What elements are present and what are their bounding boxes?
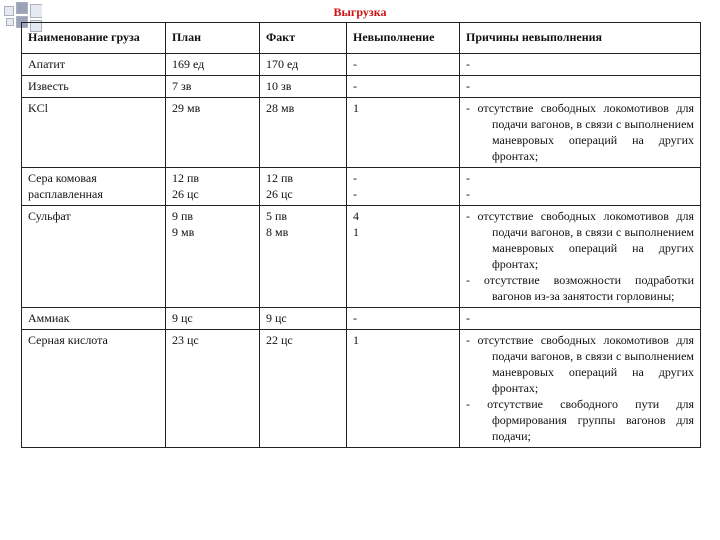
fact-cell-line: 28 мв xyxy=(266,101,295,115)
column-header: Невыполнение xyxy=(347,23,460,54)
fact-cell-line: 26 цс xyxy=(266,187,293,201)
cargo-name-cell: Апатит xyxy=(22,54,166,76)
shortfall-cell xyxy=(347,54,460,76)
plan-cell-line: 9 мв xyxy=(172,225,195,239)
table-row xyxy=(22,98,701,168)
fact-cell-line: 5 пв xyxy=(266,209,288,223)
shortfall-cell-line: - xyxy=(353,187,357,201)
column-header: План xyxy=(166,23,260,54)
reason-item: - отсутствие свободных локомотивов для подачи вагонов, в связи с выполнением маневровых операций на других фронтах; xyxy=(466,101,694,163)
plan-cell xyxy=(166,98,260,168)
shortfall-cell xyxy=(347,330,460,448)
fact-cell xyxy=(260,54,347,76)
cargo-name-cell: KCl xyxy=(22,98,166,168)
shortfall-cell-line: - xyxy=(353,171,357,185)
plan-cell xyxy=(166,54,260,76)
table-body xyxy=(22,54,701,448)
reason-item: - xyxy=(466,311,470,325)
fact-cell-line: 8 мв xyxy=(266,225,289,239)
cargo-name-cell: Сульфат xyxy=(22,206,166,308)
unloading-table xyxy=(21,22,701,448)
shortfall-cell-line: 1 xyxy=(353,333,359,347)
reason-item: - отсутствие свободных локомотивов для подачи вагонов, в связи с выполнением маневровых операций на других фронтах; xyxy=(466,209,694,271)
cargo-name-cell: Известь xyxy=(22,76,166,98)
shortfall-cell xyxy=(347,168,460,206)
fact-cell xyxy=(260,76,347,98)
plan-cell-line: 9 цс xyxy=(172,311,193,325)
shortfall-cell-line: 1 xyxy=(353,101,359,115)
fact-cell-line: 9 цс xyxy=(266,311,287,325)
fact-cell xyxy=(260,330,347,448)
plan-cell-line: 29 мв xyxy=(172,101,201,115)
square-icon xyxy=(16,2,28,14)
fact-cell xyxy=(260,168,347,206)
fact-cell-line: 10 зв xyxy=(266,79,292,93)
shortfall-cell xyxy=(347,206,460,308)
cargo-name-cell: Серная кислота xyxy=(22,330,166,448)
reason-item: - xyxy=(466,171,470,185)
plan-cell xyxy=(166,168,260,206)
column-header: Факт xyxy=(260,23,347,54)
reason-cell xyxy=(460,168,701,206)
shortfall-cell-line: - xyxy=(353,311,357,325)
cargo-name-cell: Аммиак xyxy=(22,308,166,330)
reason-cell xyxy=(460,206,701,308)
table-row xyxy=(22,308,701,330)
shortfall-cell-line: - xyxy=(353,79,357,93)
shortfall-cell-line: - xyxy=(353,57,357,71)
reason-item: - xyxy=(466,79,470,93)
shortfall-cell-line: 4 xyxy=(353,209,359,223)
fact-cell xyxy=(260,98,347,168)
plan-cell xyxy=(166,308,260,330)
shortfall-cell xyxy=(347,308,460,330)
reason-cell xyxy=(460,330,701,448)
plan-cell-line: 26 цс xyxy=(172,187,199,201)
square-icon xyxy=(4,6,14,16)
reason-item: - отсутствие свободного пути для формирования группы вагонов для подачи; xyxy=(466,397,694,443)
reason-item: - xyxy=(466,57,470,71)
reason-cell xyxy=(460,76,701,98)
fact-cell xyxy=(260,308,347,330)
table-row xyxy=(22,54,701,76)
cargo-name-cell: Сера комовая расплавленная xyxy=(22,168,166,206)
fact-cell xyxy=(260,206,347,308)
plan-cell xyxy=(166,206,260,308)
shortfall-cell-line: 1 xyxy=(353,225,359,239)
fact-cell-line: 12 пв xyxy=(266,171,294,185)
reason-cell xyxy=(460,54,701,76)
table-row xyxy=(22,168,701,206)
reason-cell xyxy=(460,98,701,168)
reason-item: - xyxy=(466,187,470,201)
shortfall-cell xyxy=(347,76,460,98)
plan-cell-line: 7 зв xyxy=(172,79,192,93)
fact-cell-line: 170 ед xyxy=(266,57,299,71)
plan-cell-line: 169 ед xyxy=(172,57,205,71)
reason-item: - отсутствие свободных локомотивов для подачи вагонов, в связи с выполнением маневровых операций на других фронтах; xyxy=(466,333,694,395)
plan-cell xyxy=(166,76,260,98)
plan-cell-line: 23 цс xyxy=(172,333,199,347)
column-header: Причины невыполнения xyxy=(460,23,701,54)
table-row xyxy=(22,206,701,308)
table-row xyxy=(22,330,701,448)
reason-item: - отсутствие возможности подработки вагонов из-за занятости горловины; xyxy=(466,273,694,303)
plan-cell xyxy=(166,330,260,448)
reason-cell xyxy=(460,308,701,330)
table-row xyxy=(22,76,701,98)
fact-cell-line: 22 цс xyxy=(266,333,293,347)
table-header-row xyxy=(22,23,701,54)
shortfall-cell xyxy=(347,98,460,168)
page-title: Выгрузка xyxy=(333,5,387,19)
square-icon xyxy=(6,18,14,26)
plan-cell-line: 12 пв xyxy=(172,171,200,185)
column-header: Наименование груза xyxy=(22,23,166,54)
plan-cell-line: 9 пв xyxy=(172,209,194,223)
